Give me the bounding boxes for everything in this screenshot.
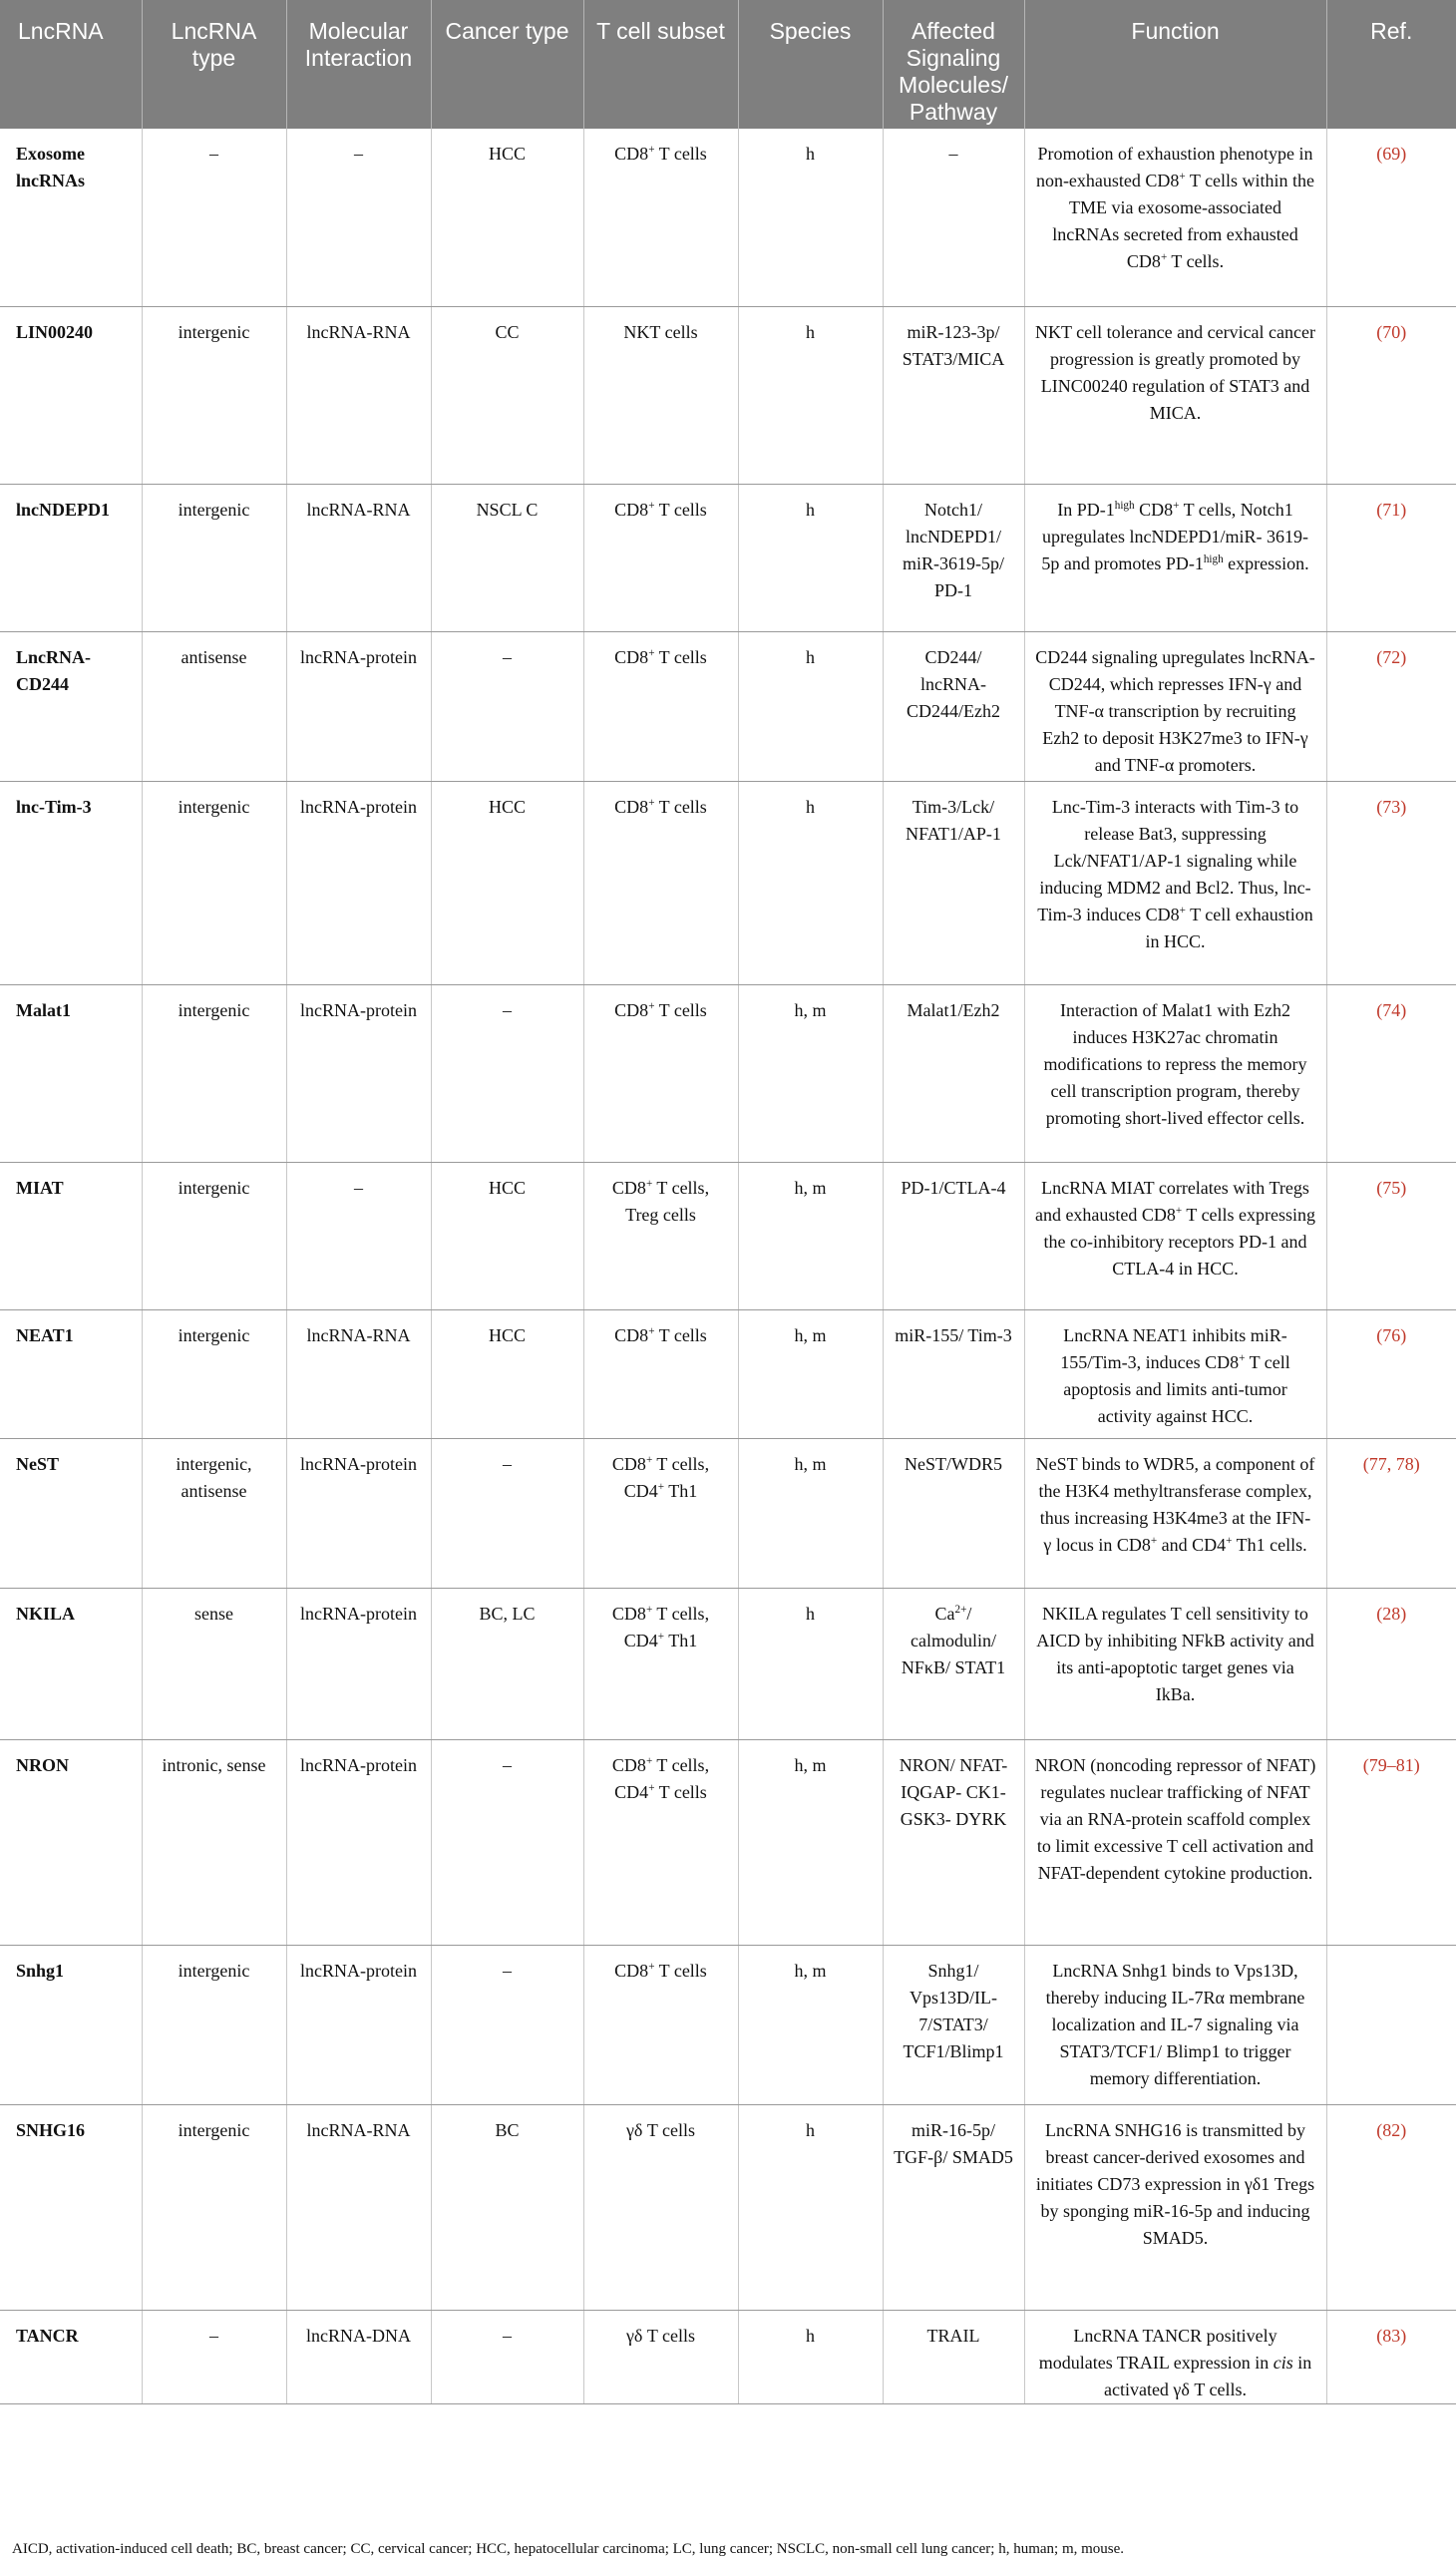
header-ref: Ref.	[1326, 0, 1456, 129]
cell-molecular-interaction: lncRNA-protein	[286, 1588, 431, 1739]
cell-function: LncRNA MIAT correlates with Tregs and exhausted CD8+ T cells expressing the co-inhibitory receptors PD-1 and CTLA-4 in HCC.	[1024, 1162, 1326, 1309]
table-row	[0, 2104, 1456, 2310]
cell-molecular-interaction: –	[286, 129, 431, 306]
cell-cancer-type: –	[431, 2310, 583, 2403]
cell-molecular-interaction: –	[286, 1162, 431, 1309]
cell-molecular-interaction: lncRNA-protein	[286, 1945, 431, 2104]
cell-cancer-type: –	[431, 1945, 583, 2104]
cell-function: LncRNA TANCR positively modulates TRAIL expression in cis in activated γδ T cells.	[1024, 2310, 1326, 2403]
cell-molecular-interaction: lncRNA-protein	[286, 1739, 431, 1945]
cell-function: NKT cell tolerance and cervical cancer progression is greatly promoted by LINC00240 regulation of STAT3 and MICA.	[1024, 306, 1326, 484]
cell-cancer-type: –	[431, 1739, 583, 1945]
cell-species: h, m	[738, 1162, 883, 1309]
header-cancer-type: Cancer type	[431, 0, 583, 129]
cell-function: CD244 signaling upregulates lncRNA-CD244, which represses IFN-γ and TNF-α transcription by recruiting Ezh2 to deposit H3K27me3 to IFN-γ and TNF-α promoters.	[1024, 631, 1326, 781]
cell-cancer-type: BC	[431, 2104, 583, 2310]
cell-t-cell-subset: CD8+ T cells	[583, 129, 738, 306]
cell-t-cell-subset: CD8+ T cells	[583, 484, 738, 631]
header-lncrna-type: LncRNA type	[142, 0, 286, 129]
cell-lncrna-type: intergenic	[142, 781, 286, 984]
table-row	[0, 1588, 1456, 1739]
cell-ref: (76)	[1326, 1309, 1456, 1438]
cell-function: Lnc-Tim-3 interacts with Tim-3 to release Bat3, suppressing Lck/NFAT1/AP-1 signaling while inducing MDM2 and Bcl2. Thus, lnc-Tim-3 induces CD8+ T cell exhaustion in HCC.	[1024, 781, 1326, 984]
cell-t-cell-subset: CD8+ T cells	[583, 781, 738, 984]
cell-lncrna: lnc-Tim-3	[0, 781, 142, 984]
cell-species: h, m	[738, 1438, 883, 1588]
table-row	[0, 2310, 1456, 2403]
cell-lncrna-type: intergenic	[142, 306, 286, 484]
table-row	[0, 781, 1456, 984]
cell-pathway: CD244/ lncRNA-CD244/Ezh2	[883, 631, 1024, 781]
table-row	[0, 984, 1456, 1162]
cell-pathway: miR-155/ Tim-3	[883, 1309, 1024, 1438]
cell-lncrna: Snhg1	[0, 1945, 142, 2104]
header-t-cell-subset: T cell subset	[583, 0, 738, 129]
cell-lncrna-type: antisense	[142, 631, 286, 781]
cell-species: h	[738, 2104, 883, 2310]
cell-t-cell-subset: γδ T cells	[583, 2104, 738, 2310]
cell-function: NRON (noncoding repressor of NFAT) regulates nuclear trafficking of NFAT via an RNA-protein scaffold complex to limit excessive T cell activation and NFAT-dependent cytokine production.	[1024, 1739, 1326, 1945]
cell-t-cell-subset: CD8+ T cells, Treg cells	[583, 1162, 738, 1309]
cell-t-cell-subset: CD8+ T cells, CD4+ Th1	[583, 1438, 738, 1588]
cell-cancer-type: CC	[431, 306, 583, 484]
cell-lncrna-type: intergenic, antisense	[142, 1438, 286, 1588]
cell-molecular-interaction: lncRNA-protein	[286, 1438, 431, 1588]
cell-species: h	[738, 1588, 883, 1739]
cell-function: NKILA regulates T cell sensitivity to AICD by inhibiting NFkB activity and its anti-apoptotic target genes via IkBa.	[1024, 1588, 1326, 1739]
cell-pathway: $Ca^{2+}/$ calmodulin/ NFκB/ STAT1	[883, 1588, 1024, 1739]
cell-ref: (75)	[1326, 1162, 1456, 1309]
cell-ref: (77, 78)	[1326, 1438, 1456, 1588]
cell-molecular-interaction: lncRNA-RNA	[286, 1309, 431, 1438]
cell-cancer-type: –	[431, 984, 583, 1162]
cell-ref: (83)	[1326, 2310, 1456, 2403]
cell-function: Promotion of exhaustion phenotype in non-exhausted CD8+ T cells within the TME via exosome-associated lncRNAs secreted from exhausted CD8+ T cells.	[1024, 129, 1326, 306]
header-row	[0, 0, 1456, 129]
cell-lncrna-type: intergenic	[142, 2104, 286, 2310]
cell-lncrna-type: intergenic	[142, 984, 286, 1162]
cell-lncrna: Exosome lncRNAs	[0, 129, 142, 306]
cell-pathway: Notch1/ lncNDEPD1/ miR-3619-5p/ PD-1	[883, 484, 1024, 631]
cell-lncrna-type: –	[142, 2310, 286, 2403]
header-pathway: Affected Signaling Molecules/ Pathway	[883, 0, 1024, 129]
cell-species: h	[738, 2310, 883, 2403]
cell-molecular-interaction: lncRNA-DNA	[286, 2310, 431, 2403]
cell-cancer-type: HCC	[431, 129, 583, 306]
cell-lncrna: NEAT1	[0, 1309, 142, 1438]
cell-species: h	[738, 631, 883, 781]
cell-molecular-interaction: lncRNA-protein	[286, 984, 431, 1162]
cell-lncrna: NeST	[0, 1438, 142, 1588]
cell-species: h	[738, 484, 883, 631]
cell-cancer-type: NSCL C	[431, 484, 583, 631]
cell-ref: (69)	[1326, 129, 1456, 306]
cell-lncrna: MIAT	[0, 1162, 142, 1309]
cell-pathway: Malat1/Ezh2	[883, 984, 1024, 1162]
cell-ref: (71)	[1326, 484, 1456, 631]
cell-t-cell-subset: CD8+ T cells	[583, 1945, 738, 2104]
cell-species: h	[738, 781, 883, 984]
cell-molecular-interaction: lncRNA-RNA	[286, 484, 431, 631]
cell-molecular-interaction: lncRNA-RNA	[286, 306, 431, 484]
cell-species: h, m	[738, 984, 883, 1162]
cell-lncrna-type: intronic, sense	[142, 1739, 286, 1945]
cell-cancer-type: BC, LC	[431, 1588, 583, 1739]
cell-pathway: TRAIL	[883, 2310, 1024, 2403]
cell-pathway: –	[883, 129, 1024, 306]
cell-molecular-interaction: lncRNA-protein	[286, 781, 431, 984]
table-row	[0, 1438, 1456, 1588]
cell-lncrna: LIN00240	[0, 306, 142, 484]
cell-lncrna-type: intergenic	[142, 1162, 286, 1309]
cell-species: h, m	[738, 1309, 883, 1438]
cell-cancer-type: –	[431, 631, 583, 781]
cell-ref: (28)	[1326, 1588, 1456, 1739]
table-row	[0, 484, 1456, 631]
cell-molecular-interaction: lncRNA-protein	[286, 631, 431, 781]
cell-function: In $PD-1^{high}$ CD8+ T cells, Notch1 upregulates lncNDEPD1/miR- 3619-5p and promotes $PD-1^{high}$ expression.	[1024, 484, 1326, 631]
cell-t-cell-subset: CD8+ T cells, CD4+ Th1	[583, 1588, 738, 1739]
cell-function: NeST binds to WDR5, a component of the H3K4 methyltransferase complex, thus increasing H3K4me3 at the IFN- γ locus in CD8+ and CD4+ Th1 cells.	[1024, 1438, 1326, 1588]
cell-lncrna-type: sense	[142, 1588, 286, 1739]
cell-lncrna-type: intergenic	[142, 484, 286, 631]
cell-species: h	[738, 129, 883, 306]
cell-ref: (79–81)	[1326, 1739, 1456, 1945]
cell-pathway: Tim-3/Lck/ NFAT1/AP-1	[883, 781, 1024, 984]
cell-lncrna: lncNDEPD1	[0, 484, 142, 631]
cell-t-cell-subset: γδ T cells	[583, 2310, 738, 2403]
cell-cancer-type: HCC	[431, 1309, 583, 1438]
cell-lncrna: TANCR	[0, 2310, 142, 2403]
header-lncrna: LncRNA	[0, 0, 142, 129]
header-species: Species	[738, 0, 883, 129]
cell-function: LncRNA Snhg1 binds to Vps13D, thereby inducing IL-7Rα membrane localization and IL-7 signaling via STAT3/TCF1/ Blimp1 to trigger memory differentiation.	[1024, 1945, 1326, 2104]
cell-lncrna-type: intergenic	[142, 1945, 286, 2104]
cell-ref: (74)	[1326, 984, 1456, 1162]
table-row	[0, 129, 1456, 306]
cell-ref: (70)	[1326, 306, 1456, 484]
cell-ref: (73)	[1326, 781, 1456, 984]
table-footnote: AICD, activation-induced cell death; BC, breast cancer; CC, cervical cancer; HCC, hepatocellular carcinoma; LC, lung cancer; NSCLC, non-small cell lung cancer; h, human; m, mouse.	[12, 2541, 1125, 2557]
cell-t-cell-subset: CD8+ T cells	[583, 984, 738, 1162]
cell-species: h, m	[738, 1945, 883, 2104]
table-row	[0, 631, 1456, 781]
cell-species: h, m	[738, 1739, 883, 1945]
cell-pathway: NRON/ NFAT- IQGAP- CK1-GSK3- DYRK	[883, 1739, 1024, 1945]
header-molecular-interaction: Molecular Interaction	[286, 0, 431, 129]
cell-molecular-interaction: lncRNA-RNA	[286, 2104, 431, 2310]
header-function: Function	[1024, 0, 1326, 129]
cell-t-cell-subset: CD8+ T cells	[583, 1309, 738, 1438]
cell-pathway: miR-16-5p/ TGF-β/ SMAD5	[883, 2104, 1024, 2310]
cell-cancer-type: HCC	[431, 781, 583, 984]
cell-ref: (82)	[1326, 2104, 1456, 2310]
cell-function: Interaction of Malat1 with Ezh2 induces H3K27ac chromatin modifications to repress the memory cell transcription program, thereby promoting short-lived effector cells.	[1024, 984, 1326, 1162]
cell-lncrna-type: –	[142, 129, 286, 306]
cell-lncrna: NRON	[0, 1739, 142, 1945]
cell-ref: (72)	[1326, 631, 1456, 781]
cell-pathway: PD-1/CTLA-4	[883, 1162, 1024, 1309]
table-row	[0, 1162, 1456, 1309]
cell-cancer-type: –	[431, 1438, 583, 1588]
table-row	[0, 306, 1456, 484]
cell-ref	[1326, 1945, 1456, 2104]
cell-lncrna: SNHG16	[0, 2104, 142, 2310]
cell-t-cell-subset: NKT cells	[583, 306, 738, 484]
cell-pathway: miR-123-3p/ STAT3/MICA	[883, 306, 1024, 484]
cell-pathway: NeST/WDR5	[883, 1438, 1024, 1588]
table-row	[0, 1739, 1456, 1945]
cell-pathway: Snhg1/ Vps13D/IL-7/STAT3/ TCF1/Blimp1	[883, 1945, 1024, 2104]
cell-lncrna-type: intergenic	[142, 1309, 286, 1438]
cell-cancer-type: HCC	[431, 1162, 583, 1309]
cell-t-cell-subset: CD8+ T cells	[583, 631, 738, 781]
cell-lncrna: Malat1	[0, 984, 142, 1162]
cell-species: h	[738, 306, 883, 484]
cell-function: LncRNA NEAT1 inhibits miR-155/Tim-3, induces CD8+ T cell apoptosis and limits anti-tumor activity against HCC.	[1024, 1309, 1326, 1438]
cell-function: LncRNA SNHG16 is transmitted by breast cancer-derived exosomes and initiates CD73 expression in γδ1 Tregs by sponging miR-16-5p and inducing SMAD5.	[1024, 2104, 1326, 2310]
cell-t-cell-subset: CD8+ T cells, CD4+ T cells	[583, 1739, 738, 1945]
cell-lncrna: LncRNA-CD244	[0, 631, 142, 781]
table-row	[0, 1309, 1456, 1438]
table-row	[0, 1945, 1456, 2104]
cell-lncrna: NKILA	[0, 1588, 142, 1739]
